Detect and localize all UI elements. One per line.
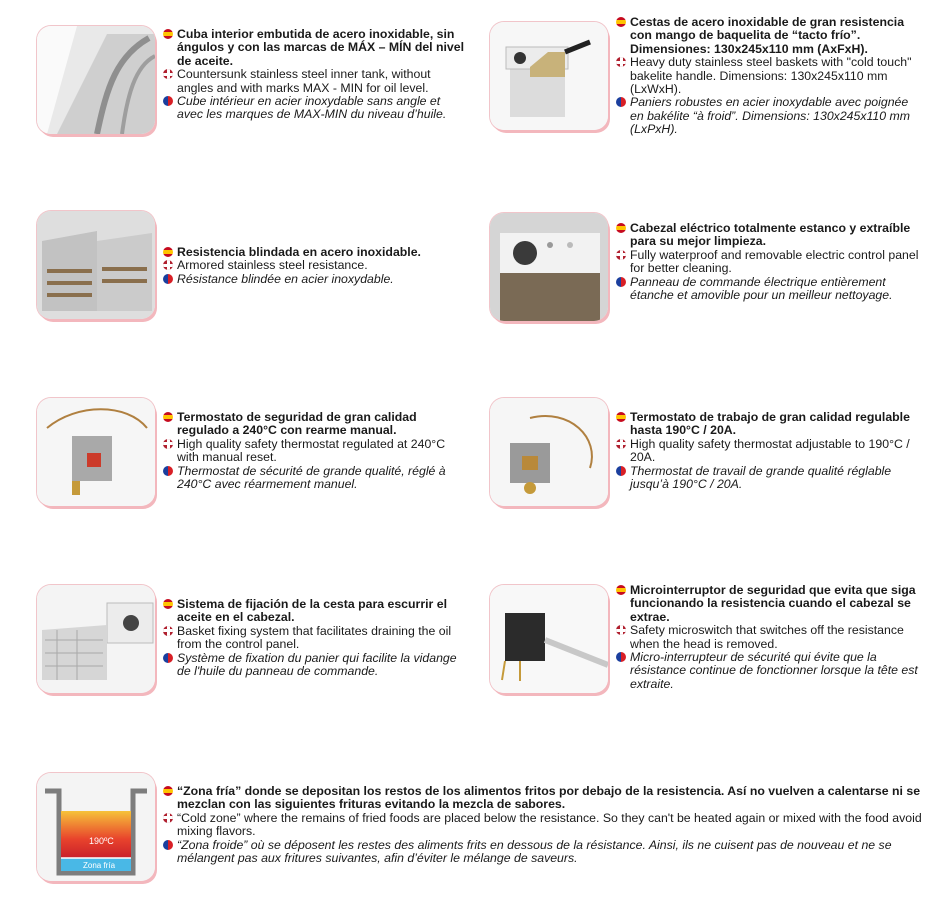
french-text: Résistance blindée en acier inoxydable. [163, 273, 468, 286]
spain-flag-icon [616, 223, 626, 233]
spanish-text: “Zona fría” donde se depositan los restos de los alimentos fritos por debajo de la resistencia. Así no vuelven a calentarse ni se mezclan con las siguientes frituras evitando la mezcla de sabores. [163, 785, 923, 812]
english-text: Armored stainless steel resistance. [163, 259, 468, 272]
spanish-text: Sistema de fijación de la cesta para escurrir el aceite en el cabezal. [163, 598, 468, 625]
english-text: Fully waterproof and removable electric control panel for better cleaning. [616, 249, 922, 276]
spain-flag-icon [163, 786, 173, 796]
french-text: Paniers robustes en acier inoxydable avec poignée en bakélite “à froid”. Dimensions: 130x245x110 mm (LxPxH). [616, 96, 922, 136]
cold-zone-label: Zona fría [83, 861, 116, 870]
uk-flag-icon [616, 625, 626, 635]
spain-flag-icon [616, 17, 626, 27]
french-text: Système de fixation du panier qui facilite la vidange de l'huile du panneau de commande. [163, 652, 468, 679]
french-text: Thermostat de sécurité de grande qualité, réglé à 240°C avec réarmement manuel. [163, 465, 468, 492]
english-text: Basket fixing system that facilitates draining the oil from the control panel. [163, 625, 468, 652]
france-flag-icon [616, 277, 626, 287]
spanish-text: Termostato de trabajo de gran calidad regulable hasta 190°C / 20A. [616, 411, 922, 438]
france-flag-icon [163, 274, 173, 284]
cold-zone-diagram [37, 773, 155, 881]
spanish-text: Cabezal eléctrico totalmente estanco y extraíble para su mejor limpieza. [616, 222, 922, 249]
french-text: “Zona froide” où se déposent les restes des aliments frits en dessous de la résistance. Ainsi, ils ne cuisent pas de nouveau et ne se mélangent pas aux fritures suivantes, afin d’éviter le mélange de saveurs. [163, 839, 923, 866]
english-text: Safety microswitch that switches off the resistance when the head is removed. [616, 624, 922, 651]
english-text: “Cold zone” where the remains of fried foods are placed below the resistance. So they can't be heated again or mixed with the food avoid mixing flavors. [163, 812, 923, 839]
inner-tank-image [37, 26, 155, 134]
spain-flag-icon [616, 412, 626, 422]
spain-flag-icon [616, 585, 626, 595]
microswitch-image [490, 585, 608, 693]
french-text: Panneau de commande électrique entièrement étanche et amovible pour un meilleur nettoyage. [616, 276, 922, 303]
spanish-text: Resistencia blindada en acero inoxidable. [163, 246, 468, 259]
uk-flag-icon [163, 439, 173, 449]
spanish-text: Microinterruptor de seguridad que evita que siga funcionando la resistencia cuando el cabezal se extrae. [616, 584, 922, 624]
heating-element-image [37, 211, 155, 319]
english-text: High quality safety thermostat adjustable to 190°C / 20A. [616, 438, 922, 465]
temperature-label: 190ºC [89, 836, 114, 846]
france-flag-icon [163, 466, 173, 476]
france-flag-icon [163, 840, 173, 850]
uk-flag-icon [163, 626, 173, 636]
uk-flag-icon [163, 813, 173, 823]
french-text: Cube intérieur en acier inoxydable sans angle et avec les marques de MAX-MIN du niveau d’huile. [163, 95, 468, 122]
french-text: Thermostat de travail de grande qualité réglable jusqu’à 190°C / 20A. [616, 465, 922, 492]
france-flag-icon [163, 653, 173, 663]
safety-thermostat-image [37, 398, 155, 506]
english-text: Countersunk stainless steel inner tank, without angles and with marks MAX - MIN for oil level. [163, 68, 468, 95]
france-flag-icon [616, 466, 626, 476]
spain-flag-icon [163, 247, 173, 257]
spain-flag-icon [163, 412, 173, 422]
english-text: High quality safety thermostat regulated at 240°C with manual reset. [163, 438, 468, 465]
france-flag-icon [616, 97, 626, 107]
uk-flag-icon [616, 57, 626, 67]
spain-flag-icon [163, 599, 173, 609]
spanish-text: Termostato de seguridad de gran calidad regulado a 240°C con rearme manual. [163, 411, 468, 438]
english-text: Heavy duty stainless steel baskets with "cold touch" bakelite handle. Dimensions: 130x245x110 mm (LxWxH). [616, 56, 922, 96]
basket-fixing-image [37, 585, 155, 693]
french-text: Micro-interrupteur de sécurité qui évite que la résistance continue de fonctionner lorsque la tête est extraite. [616, 651, 922, 691]
uk-flag-icon [616, 250, 626, 260]
spanish-text: Cestas de acero inoxidable de gran resistencia con mango de baquelita de “tacto frío”. Dimensiones: 130x245x110 mm (AxFxH). [616, 16, 922, 56]
spain-flag-icon [163, 29, 173, 39]
uk-flag-icon [616, 439, 626, 449]
basket-image [490, 22, 608, 130]
uk-flag-icon [163, 260, 173, 270]
spanish-text: Cuba interior embutida de acero inoxidable, sin ángulos y con las marcas de MÁX – MÍN del nivel de aceite. [163, 28, 468, 68]
france-flag-icon [616, 652, 626, 662]
control-head-image [490, 213, 608, 321]
work-thermostat-image [490, 398, 608, 506]
uk-flag-icon [163, 69, 173, 79]
france-flag-icon [163, 96, 173, 106]
